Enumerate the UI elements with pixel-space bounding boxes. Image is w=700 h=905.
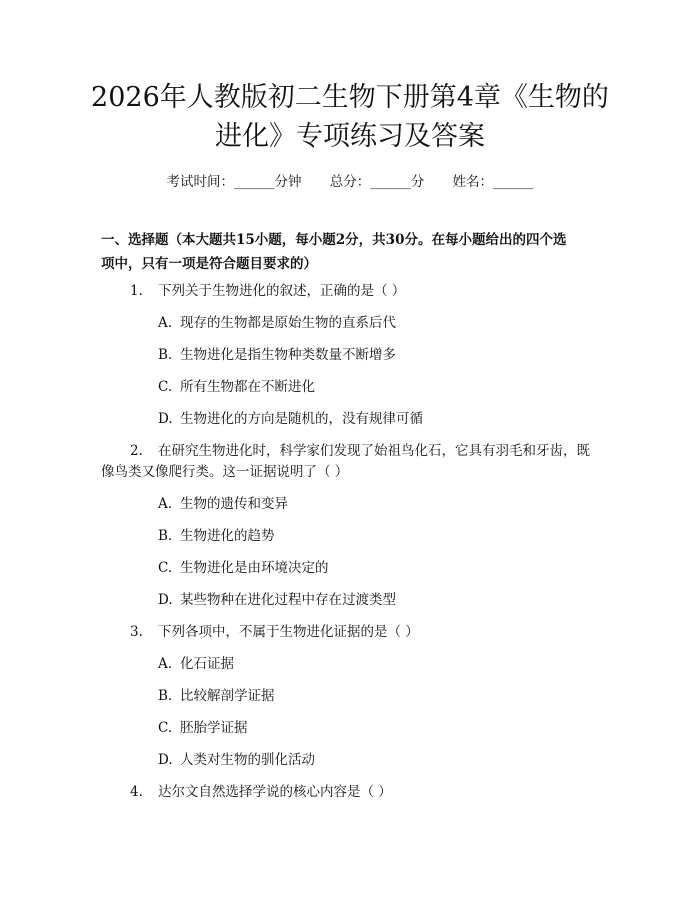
question-number: 2. — [130, 443, 143, 459]
option-text: 比较解剖学证据 — [180, 688, 275, 704]
question-stem-line-1: 在研究生物进化时，科学家们发现了始祖鸟化石，它具有羽毛和牙齿，既 — [158, 443, 590, 459]
exam-name-field: 姓名：______ — [452, 174, 534, 190]
q3-option-d — [158, 750, 315, 770]
option-text: 人类对生物的驯化活动 — [180, 752, 315, 768]
q1-option-b — [158, 345, 396, 365]
section-heading-line-2: 项中，只有一项是符合题目要求的） — [101, 256, 317, 272]
option-text: 生物进化是由环境决定的 — [180, 560, 329, 576]
q3-option-c — [158, 718, 248, 738]
option-letter: C. — [158, 720, 173, 736]
document-title-line-1: 2026年人教版初二生物下册第4章《生物的 — [91, 82, 609, 113]
option-text: 胚胎学证据 — [180, 720, 248, 736]
question-4 — [130, 782, 392, 802]
option-text: 所有生物都在不断进化 — [180, 379, 315, 395]
option-text: 生物进化的方向是随机的，没有规律可循 — [180, 411, 423, 427]
option-letter: A. — [158, 315, 173, 331]
question-1 — [130, 281, 405, 301]
option-letter: D. — [158, 752, 173, 768]
option-text: 生物进化的趋势 — [180, 528, 275, 544]
section-heading-line-1: 一、选择题（本大题共15小题，每小题2分，共30分。在每小题给出的四个选 — [101, 232, 567, 248]
option-letter: A. — [158, 656, 173, 672]
document-title-line-2: 进化》专项练习及答案 — [215, 121, 485, 152]
exam-meta — [0, 170, 700, 190]
option-text: 生物的遗传和变异 — [180, 496, 288, 512]
option-letter: D. — [158, 411, 173, 427]
q2-option-c — [158, 558, 329, 578]
q2-option-a — [158, 494, 288, 514]
question-number: 3. — [130, 624, 143, 640]
q1-option-c — [158, 377, 315, 397]
q2-option-d — [158, 590, 396, 610]
option-text: 现存的生物都是原始生物的直系后代 — [180, 315, 396, 331]
q1-option-a — [158, 313, 396, 333]
option-letter: C. — [158, 379, 173, 395]
q1-option-d — [158, 409, 423, 429]
exam-time-field: 考试时间：______分钟 — [166, 174, 302, 190]
q2-option-b — [158, 526, 275, 546]
question-stem: 达尔文自然选择学说的核心内容是（ ） — [158, 784, 392, 800]
option-letter: B. — [158, 528, 173, 544]
option-text: 化石证据 — [180, 656, 234, 672]
option-letter: A. — [158, 496, 173, 512]
option-text: 生物进化是指生物种类数量不断增多 — [180, 347, 396, 363]
q3-option-b — [158, 686, 275, 706]
exam-score-field: 总分：______分 — [329, 174, 425, 190]
option-letter: D. — [158, 592, 173, 608]
option-letter: B. — [158, 347, 173, 363]
question-number: 1. — [130, 283, 143, 299]
question-stem-line-2: 像鸟类又像爬行类。这一证据说明了（ ） — [101, 464, 349, 480]
question-stem: 下列关于生物进化的叙述，正确的是（ ） — [158, 283, 406, 299]
option-text: 某些物种在进化过程中存在过渡类型 — [180, 592, 396, 608]
option-letter: C. — [158, 560, 173, 576]
option-letter: B. — [158, 688, 173, 704]
question-2 — [130, 441, 590, 461]
question-stem: 下列各项中，不属于生物进化证据的是（ ） — [158, 624, 419, 640]
question-3 — [130, 622, 419, 642]
q3-option-a — [158, 654, 234, 674]
question-number: 4. — [130, 784, 143, 800]
